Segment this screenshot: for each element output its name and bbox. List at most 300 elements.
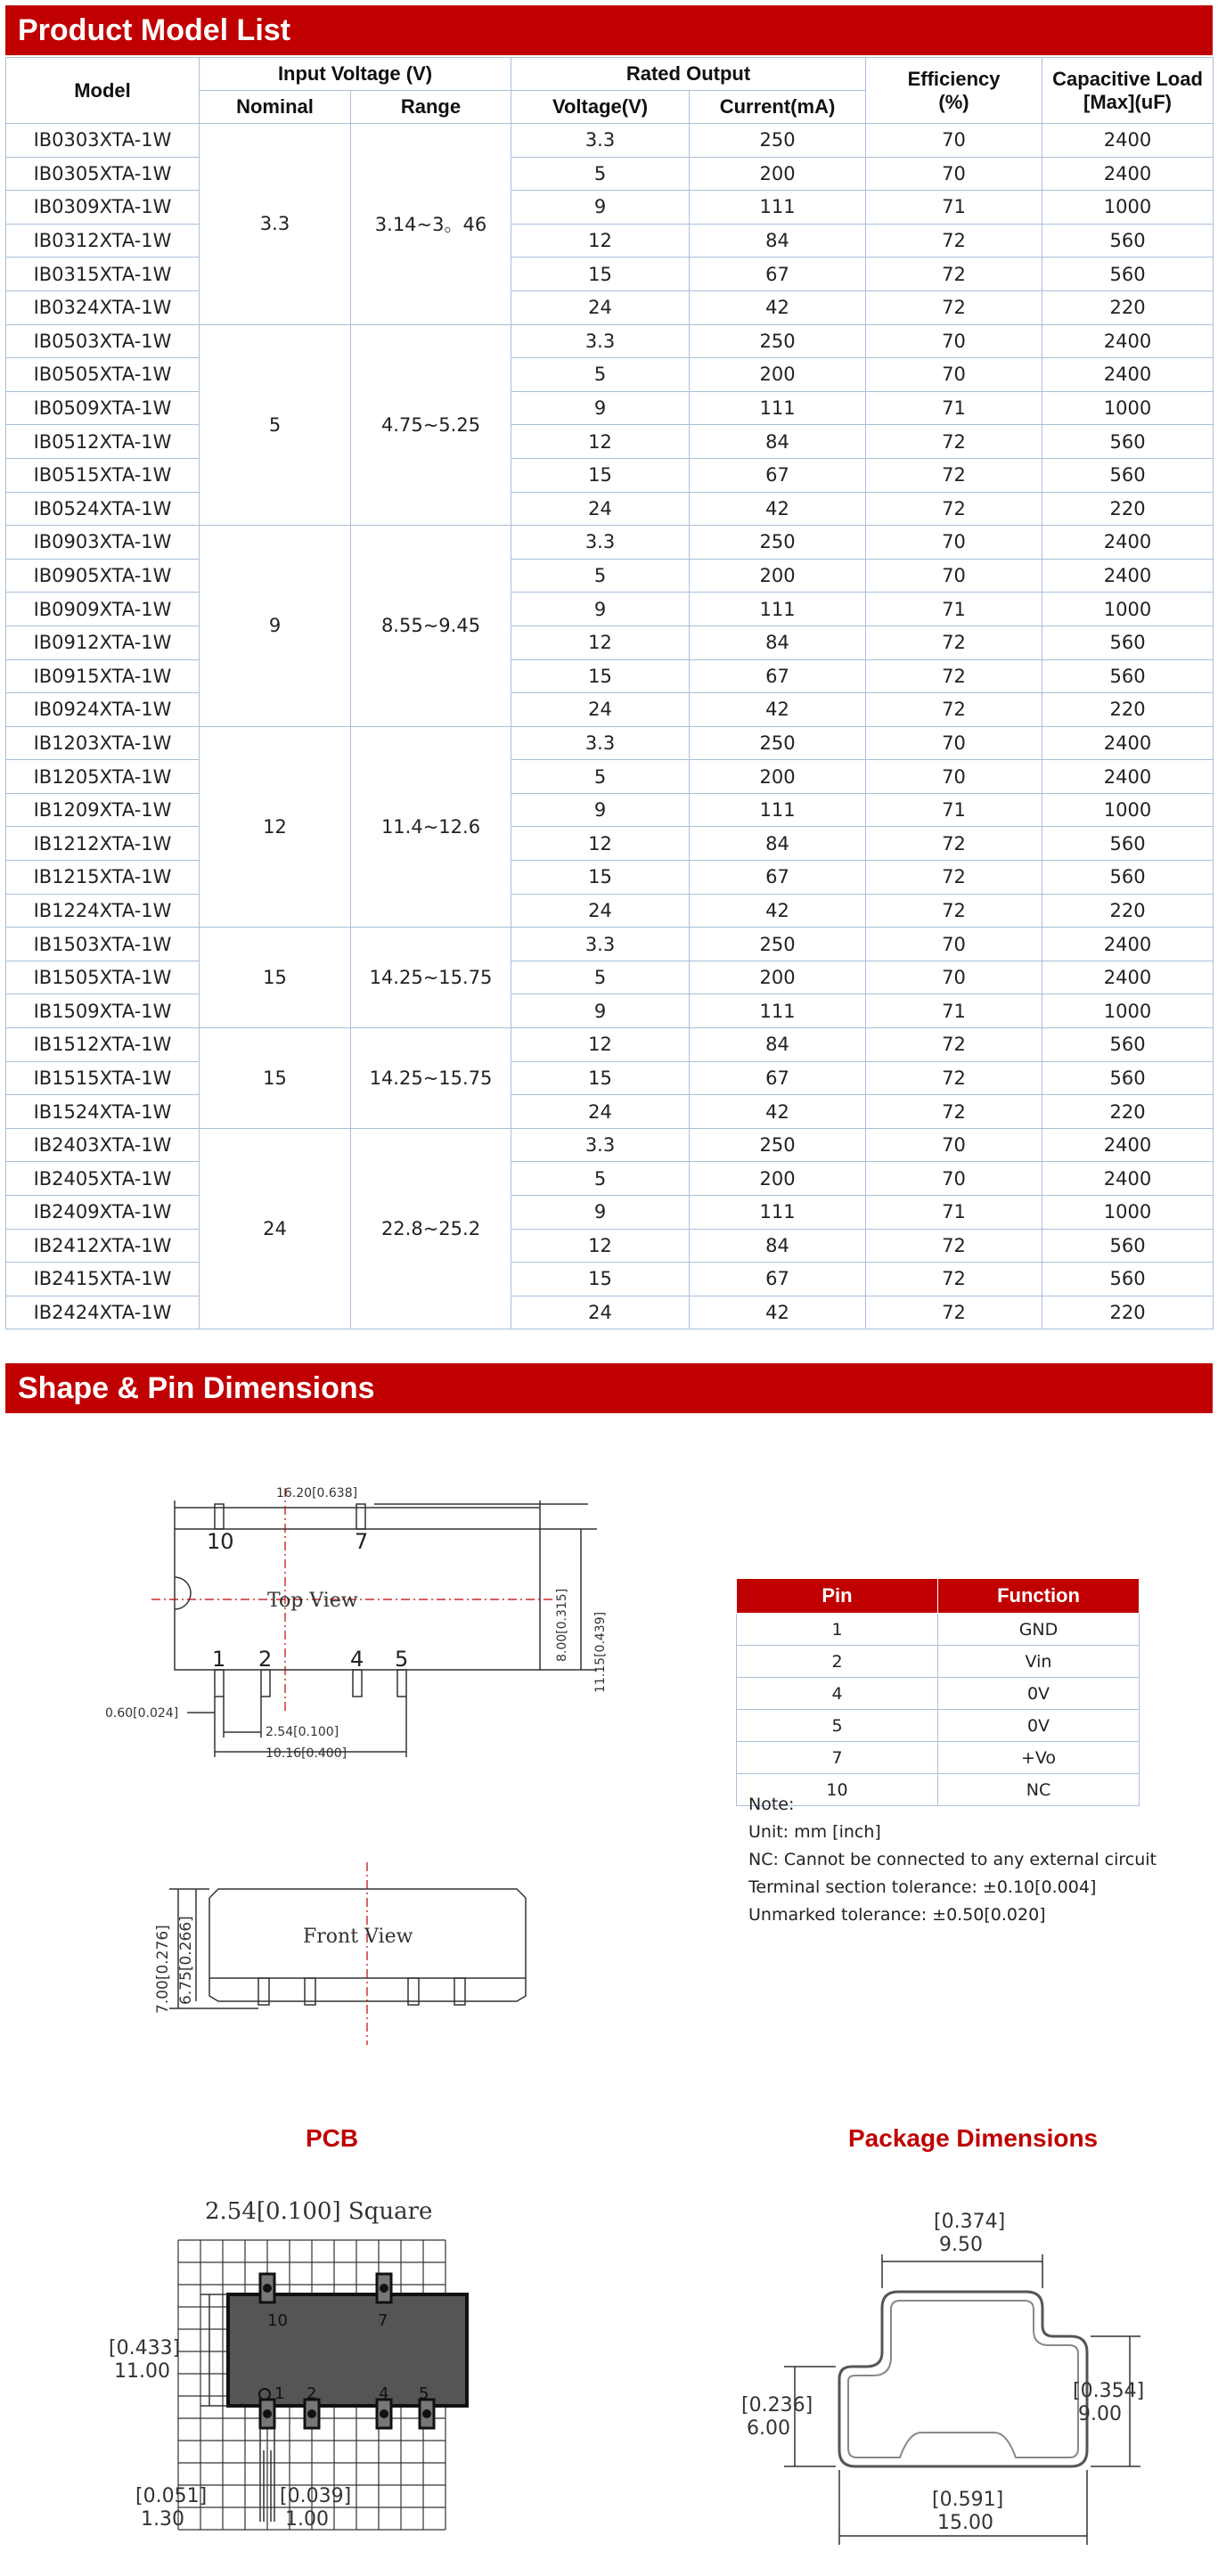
model-cell: IB1212XTA-1W <box>6 827 200 861</box>
capacitive-load-cell: 560 <box>1042 1263 1214 1296</box>
voltage-cell: 3.3 <box>511 726 690 760</box>
efficiency-cell: 72 <box>866 1095 1042 1129</box>
table-row <box>6 1162 1214 1196</box>
capacitive-load-cell: 560 <box>1042 1061 1214 1095</box>
table-row <box>6 157 1214 191</box>
pcb-hole-mm: 1.00 <box>285 2508 329 2531</box>
table-row <box>6 1196 1214 1230</box>
package-bottom-inch: [0.591] <box>932 2489 1004 2511</box>
capacitive-load-cell: 1000 <box>1042 793 1214 827</box>
table-row <box>6 124 1214 158</box>
capacitive-load-cell: 1000 <box>1042 391 1214 425</box>
table-row <box>6 358 1214 392</box>
package-right-mm: 9.00 <box>1078 2403 1122 2425</box>
voltage-cell: 9 <box>511 1196 690 1230</box>
package-left-mm: 6.00 <box>747 2417 790 2440</box>
current-cell: 200 <box>690 358 866 392</box>
note-line: Note: <box>748 1795 795 1814</box>
bottom-pin-label-2: 2 <box>258 1647 273 1672</box>
header-current: Current(mA) <box>690 91 866 124</box>
current-cell: 67 <box>690 861 866 895</box>
pcb-grid-label: 2.54[0.100] Square <box>205 2198 433 2225</box>
pcb-height-inch: [0.433] <box>109 2337 181 2359</box>
efficiency-cell: 71 <box>866 191 1042 225</box>
top-view-notch <box>175 1577 191 1609</box>
current-cell: 200 <box>690 961 866 994</box>
table-row <box>6 324 1214 358</box>
header-rated-output: Rated Output <box>511 58 866 91</box>
top-view-total-height: 11.15[0.439] <box>593 1611 608 1693</box>
current-cell: 84 <box>690 827 866 861</box>
table-row <box>6 994 1214 1028</box>
efficiency-cell: 72 <box>866 458 1042 492</box>
efficiency-cell: 72 <box>866 626 1042 659</box>
model-cell: IB2403XTA-1W <box>6 1128 200 1162</box>
pin-number-cell: 7 <box>737 1742 938 1774</box>
table-row <box>6 1128 1214 1162</box>
efficiency-cell: 70 <box>866 124 1042 158</box>
voltage-cell: 3.3 <box>511 1128 690 1162</box>
range-cell: 8.55~9.45 <box>351 526 511 727</box>
efficiency-cell: 70 <box>866 961 1042 994</box>
voltage-cell: 9 <box>511 593 690 626</box>
table-row <box>6 526 1214 560</box>
nominal-cell: 15 <box>200 928 351 1028</box>
current-cell: 42 <box>690 1296 866 1329</box>
capacitive-load-cell: 220 <box>1042 1095 1214 1129</box>
capacitive-load-cell: 560 <box>1042 1028 1214 1062</box>
table-row <box>6 1061 1214 1095</box>
range-cell: 22.8~25.2 <box>351 1128 511 1329</box>
capacitive-load-cell: 560 <box>1042 626 1214 659</box>
note-line: Terminal section tolerance: ±0.10[0.004] <box>748 1877 1097 1897</box>
voltage-cell: 15 <box>511 258 690 291</box>
capacitive-load-cell: 560 <box>1042 659 1214 693</box>
voltage-cell: 3.3 <box>511 324 690 358</box>
voltage-cell: 12 <box>511 1028 690 1062</box>
efficiency-cell: 72 <box>866 224 1042 258</box>
notes-block <box>748 1791 1157 1929</box>
efficiency-cell: 72 <box>866 894 1042 928</box>
nominal-cell: 3.3 <box>200 124 351 325</box>
voltage-cell: 24 <box>511 693 690 727</box>
capacitive-load-cell: 220 <box>1042 1296 1214 1329</box>
model-cell: IB0905XTA-1W <box>6 559 200 593</box>
table-row <box>6 626 1214 659</box>
pin-number-cell: 5 <box>737 1710 938 1742</box>
table-row <box>6 258 1214 291</box>
efficiency-cell: 72 <box>866 258 1042 291</box>
capacitive-load-cell: 560 <box>1042 861 1214 895</box>
model-cell: IB0303XTA-1W <box>6 124 200 158</box>
package-bottom-mm: 15.00 <box>937 2512 993 2534</box>
capacitive-load-cell: 560 <box>1042 1229 1214 1263</box>
pcb-pin-label-7: 7 <box>378 2311 388 2330</box>
header-efficiency-label: Efficiency <box>907 67 1001 90</box>
current-cell: 42 <box>690 290 866 324</box>
table-row <box>6 425 1214 459</box>
model-cell: IB0309XTA-1W <box>6 191 200 225</box>
capacitive-load-cell: 2400 <box>1042 124 1214 158</box>
capacitive-load-cell: 2400 <box>1042 726 1214 760</box>
top-pin-label-10: 10 <box>207 1529 234 1554</box>
efficiency-cell: 71 <box>866 994 1042 1028</box>
pin-number-cell: 4 <box>737 1678 938 1710</box>
package-title: Package Dimensions <box>848 2124 1099 2152</box>
model-cell: IB1509XTA-1W <box>6 994 200 1028</box>
table-row <box>6 1028 1214 1062</box>
pin-function-cell: NC <box>938 1774 1140 1806</box>
capacitive-load-cell: 560 <box>1042 458 1214 492</box>
voltage-cell: 15 <box>511 1061 690 1095</box>
voltage-cell: 24 <box>511 1095 690 1129</box>
package-top-inch: [0.374] <box>934 2211 1006 2233</box>
current-cell: 200 <box>690 157 866 191</box>
model-cell: IB2405XTA-1W <box>6 1162 200 1196</box>
top-view-width-dim: 16.20[0.638] <box>276 1486 358 1501</box>
table-row <box>6 593 1214 626</box>
model-cell: IB0324XTA-1W <box>6 290 200 324</box>
model-cell: IB0305XTA-1W <box>6 157 200 191</box>
top-view-drawing <box>89 1426 608 1782</box>
pcb-pin-label-4: 4 <box>379 2384 389 2403</box>
table-row <box>6 760 1214 794</box>
current-cell: 111 <box>690 1196 866 1230</box>
table-row <box>6 693 1214 727</box>
capacitive-load-cell: 2400 <box>1042 1128 1214 1162</box>
header-voltage: Voltage(V) <box>511 91 690 124</box>
voltage-cell: 12 <box>511 224 690 258</box>
capacitive-load-cell: 1000 <box>1042 593 1214 626</box>
shape-pin-title: Shape & Pin Dimensions <box>18 1371 375 1405</box>
current-cell: 84 <box>690 1028 866 1062</box>
table-row <box>6 492 1214 526</box>
efficiency-cell: 72 <box>866 861 1042 895</box>
voltage-cell: 5 <box>511 1162 690 1196</box>
table-row <box>6 391 1214 425</box>
current-cell: 200 <box>690 559 866 593</box>
model-cell: IB0924XTA-1W <box>6 693 200 727</box>
voltage-cell: 9 <box>511 391 690 425</box>
current-cell: 84 <box>690 1229 866 1263</box>
current-cell: 67 <box>690 258 866 291</box>
pin-table-body <box>737 1614 1140 1806</box>
efficiency-cell: 72 <box>866 1229 1042 1263</box>
pin-function-table <box>736 1578 1140 1806</box>
voltage-cell: 5 <box>511 961 690 994</box>
table-row <box>6 191 1214 225</box>
voltage-cell: 24 <box>511 492 690 526</box>
pcb-pad-inch: [0.051] <box>135 2485 208 2507</box>
table-row <box>6 928 1214 961</box>
capacitive-load-cell: 2400 <box>1042 324 1214 358</box>
shape-pin-banner <box>5 1363 1213 1413</box>
voltage-cell: 15 <box>511 458 690 492</box>
efficiency-cell: 70 <box>866 157 1042 191</box>
current-cell: 111 <box>690 191 866 225</box>
current-cell: 200 <box>690 1162 866 1196</box>
model-cell: IB0503XTA-1W <box>6 324 200 358</box>
capacitive-load-cell: 2400 <box>1042 961 1214 994</box>
pcb-drawing <box>89 2183 535 2557</box>
efficiency-cell: 72 <box>866 492 1042 526</box>
current-cell: 84 <box>690 224 866 258</box>
model-cell: IB2424XTA-1W <box>6 1296 200 1329</box>
note-line: Unmarked tolerance: ±0.50[0.020] <box>748 1905 1046 1925</box>
current-cell: 250 <box>690 726 866 760</box>
current-cell: 67 <box>690 458 866 492</box>
pcb-pin-label-1: 1 <box>274 2384 285 2403</box>
current-cell: 111 <box>690 391 866 425</box>
package-left-inch: [0.236] <box>741 2394 813 2417</box>
efficiency-cell: 70 <box>866 358 1042 392</box>
range-cell: 14.25~15.75 <box>351 928 511 1028</box>
header-model: Model <box>6 58 200 124</box>
capacitive-load-cell: 560 <box>1042 224 1214 258</box>
package-right-inch: [0.354] <box>1073 2380 1145 2402</box>
current-cell: 42 <box>690 1095 866 1129</box>
voltage-cell: 24 <box>511 1296 690 1329</box>
model-cell: IB0515XTA-1W <box>6 458 200 492</box>
model-cell: IB1205XTA-1W <box>6 760 200 794</box>
efficiency-cell: 72 <box>866 827 1042 861</box>
voltage-cell: 9 <box>511 793 690 827</box>
efficiency-cell: 71 <box>866 391 1042 425</box>
pin-header: Pin <box>737 1579 938 1614</box>
model-cell: IB0903XTA-1W <box>6 526 200 560</box>
top-view-pitch: 2.54[0.100] <box>266 1725 339 1739</box>
header-efficiency <box>866 58 1042 124</box>
current-cell: 67 <box>690 1263 866 1296</box>
pcb-pad-mm: 1.30 <box>141 2508 184 2531</box>
pcb-pin-label-5: 5 <box>419 2384 429 2403</box>
capacitive-load-cell: 1000 <box>1042 1196 1214 1230</box>
efficiency-cell: 72 <box>866 425 1042 459</box>
model-cell: IB1515XTA-1W <box>6 1061 200 1095</box>
model-cell: IB1503XTA-1W <box>6 928 200 961</box>
table-row <box>6 793 1214 827</box>
capacitive-load-cell: 2400 <box>1042 358 1214 392</box>
table-row <box>6 1095 1214 1129</box>
voltage-cell: 15 <box>511 1263 690 1296</box>
voltage-cell: 9 <box>511 191 690 225</box>
pin-function-cell: +Vo <box>938 1742 1140 1774</box>
voltage-cell: 24 <box>511 894 690 928</box>
pin-number-cell: 10 <box>737 1774 938 1806</box>
pin-row <box>737 1742 1140 1774</box>
voltage-cell: 12 <box>511 827 690 861</box>
note-line: Unit: mm [inch] <box>748 1822 881 1842</box>
table-row <box>6 1229 1214 1263</box>
pcb-title: PCB <box>306 2124 359 2152</box>
current-cell: 250 <box>690 928 866 961</box>
table-row <box>6 961 1214 994</box>
capacitive-load-cell: 560 <box>1042 425 1214 459</box>
pin-number-cell: 1 <box>737 1614 938 1646</box>
voltage-cell: 15 <box>511 659 690 693</box>
efficiency-cell: 72 <box>866 1263 1042 1296</box>
model-cell: IB0912XTA-1W <box>6 626 200 659</box>
voltage-cell: 3.3 <box>511 526 690 560</box>
efficiency-cell: 70 <box>866 324 1042 358</box>
pin-row <box>737 1614 1140 1646</box>
efficiency-cell: 72 <box>866 659 1042 693</box>
function-header: Function <box>938 1579 1140 1614</box>
efficiency-cell: 70 <box>866 760 1042 794</box>
voltage-cell: 15 <box>511 861 690 895</box>
capacitive-load-cell: 2400 <box>1042 928 1214 961</box>
efficiency-cell: 70 <box>866 726 1042 760</box>
table-row <box>6 224 1214 258</box>
efficiency-cell: 70 <box>866 1128 1042 1162</box>
model-cell: IB0915XTA-1W <box>6 659 200 693</box>
range-cell: 3.14~3。46 <box>351 124 511 325</box>
range-cell: 4.75~5.25 <box>351 324 511 526</box>
capacitive-load-cell: 2400 <box>1042 1162 1214 1196</box>
capacitive-load-cell: 2400 <box>1042 526 1214 560</box>
range-cell: 14.25~15.75 <box>351 1028 511 1129</box>
current-cell: 84 <box>690 425 866 459</box>
efficiency-cell: 71 <box>866 1196 1042 1230</box>
capacitive-load-cell: 560 <box>1042 258 1214 291</box>
model-cell: IB1215XTA-1W <box>6 861 200 895</box>
model-cell: IB0312XTA-1W <box>6 224 200 258</box>
pcb-pin-label-10: 10 <box>267 2311 288 2330</box>
capacitive-load-cell: 1000 <box>1042 994 1214 1028</box>
table-row <box>6 659 1214 693</box>
header-cap-load-label: Capacitive Load <box>1052 67 1203 90</box>
model-cell: IB1512XTA-1W <box>6 1028 200 1062</box>
nominal-cell: 24 <box>200 1128 351 1329</box>
model-cell: IB1203XTA-1W <box>6 726 200 760</box>
efficiency-cell: 70 <box>866 526 1042 560</box>
package-top-mm: 9.50 <box>939 2234 983 2256</box>
model-cell: IB0909XTA-1W <box>6 593 200 626</box>
pcb-height-mm: 11.00 <box>114 2360 170 2383</box>
bottom-pin-label-5: 5 <box>395 1647 409 1672</box>
table-row <box>6 1296 1214 1329</box>
current-cell: 42 <box>690 492 866 526</box>
model-cell: IB0505XTA-1W <box>6 358 200 392</box>
model-cell: IB2412XTA-1W <box>6 1229 200 1263</box>
top-pin-label-7: 7 <box>355 1529 369 1554</box>
current-cell: 67 <box>690 659 866 693</box>
model-list-title: Product Model List <box>18 13 290 47</box>
product-model-table <box>5 57 1214 1329</box>
voltage-cell: 24 <box>511 290 690 324</box>
voltage-cell: 5 <box>511 760 690 794</box>
model-cell: IB1524XTA-1W <box>6 1095 200 1129</box>
model-cell: IB0512XTA-1W <box>6 425 200 459</box>
capacitive-load-cell: 220 <box>1042 290 1214 324</box>
package-drawing <box>731 2192 1149 2548</box>
efficiency-cell: 72 <box>866 290 1042 324</box>
capacitive-load-cell: 2400 <box>1042 559 1214 593</box>
nominal-cell: 5 <box>200 324 351 526</box>
table-row <box>6 458 1214 492</box>
pin-row <box>737 1678 1140 1710</box>
header-input-voltage: Input Voltage (V) <box>200 58 511 91</box>
efficiency-cell: 72 <box>866 1061 1042 1095</box>
efficiency-cell: 72 <box>866 693 1042 727</box>
pcb-pin-label-2: 2 <box>307 2384 317 2403</box>
voltage-cell: 3.3 <box>511 124 690 158</box>
current-cell: 200 <box>690 760 866 794</box>
header-nominal: Nominal <box>200 91 351 124</box>
efficiency-cell: 71 <box>866 593 1042 626</box>
current-cell: 42 <box>690 894 866 928</box>
voltage-cell: 5 <box>511 157 690 191</box>
model-cell: IB1505XTA-1W <box>6 961 200 994</box>
capacitive-load-cell: 2400 <box>1042 157 1214 191</box>
current-cell: 250 <box>690 124 866 158</box>
table-row <box>6 290 1214 324</box>
current-cell: 42 <box>690 693 866 727</box>
capacitive-load-cell: 2400 <box>1042 760 1214 794</box>
efficiency-cell: 71 <box>866 793 1042 827</box>
header-cap-load-unit: [Max](uF) <box>1083 90 1173 113</box>
top-view-span: 10.16[0.400] <box>266 1746 347 1761</box>
top-view-body-height: 8.00[0.315] <box>555 1588 569 1662</box>
model-cell: IB0315XTA-1W <box>6 258 200 291</box>
top-view-pin-width: 0.60[0.024] <box>105 1706 179 1721</box>
note-line: NC: Cannot be connected to any external circuit <box>748 1850 1157 1869</box>
pin-number-cell: 2 <box>737 1646 938 1678</box>
pin-function-cell: GND <box>938 1614 1140 1646</box>
header-efficiency-unit: (%) <box>938 90 969 113</box>
range-cell: 11.4~12.6 <box>351 726 511 928</box>
table-row <box>6 861 1214 895</box>
current-cell: 84 <box>690 626 866 659</box>
pin-row <box>737 1710 1140 1742</box>
table-row <box>6 726 1214 760</box>
pcb-hole-inch: [0.039] <box>280 2485 352 2507</box>
front-view-drawing <box>134 1844 552 2058</box>
top-view-label: Top View <box>267 1590 358 1612</box>
nominal-cell: 9 <box>200 526 351 727</box>
front-view-body-height: 6.75[0.266] <box>177 1916 195 2005</box>
nominal-cell: 12 <box>200 726 351 928</box>
capacitive-load-cell: 560 <box>1042 827 1214 861</box>
pin-function-cell: 0V <box>938 1678 1140 1710</box>
pin-function-cell: Vin <box>938 1646 1140 1678</box>
capacitive-load-cell: 220 <box>1042 693 1214 727</box>
model-cell: IB1209XTA-1W <box>6 793 200 827</box>
pin-function-cell: 0V <box>938 1710 1140 1742</box>
model-cell: IB2409XTA-1W <box>6 1196 200 1230</box>
efficiency-cell: 72 <box>866 1296 1042 1329</box>
header-capacitive-load <box>1042 58 1214 124</box>
voltage-cell: 9 <box>511 994 690 1028</box>
voltage-cell: 3.3 <box>511 928 690 961</box>
current-cell: 111 <box>690 793 866 827</box>
pin-row <box>737 1646 1140 1678</box>
efficiency-cell: 70 <box>866 559 1042 593</box>
efficiency-cell: 70 <box>866 928 1042 961</box>
current-cell: 111 <box>690 994 866 1028</box>
model-list-banner <box>5 5 1213 55</box>
voltage-cell: 12 <box>511 425 690 459</box>
table-row <box>6 559 1214 593</box>
table-row <box>6 894 1214 928</box>
current-cell: 250 <box>690 1128 866 1162</box>
model-cell: IB2415XTA-1W <box>6 1263 200 1296</box>
capacitive-load-cell: 220 <box>1042 492 1214 526</box>
package-outline <box>839 2292 1087 2466</box>
voltage-cell: 12 <box>511 626 690 659</box>
capacitive-load-cell: 220 <box>1042 894 1214 928</box>
capacitive-load-cell: 1000 <box>1042 191 1214 225</box>
